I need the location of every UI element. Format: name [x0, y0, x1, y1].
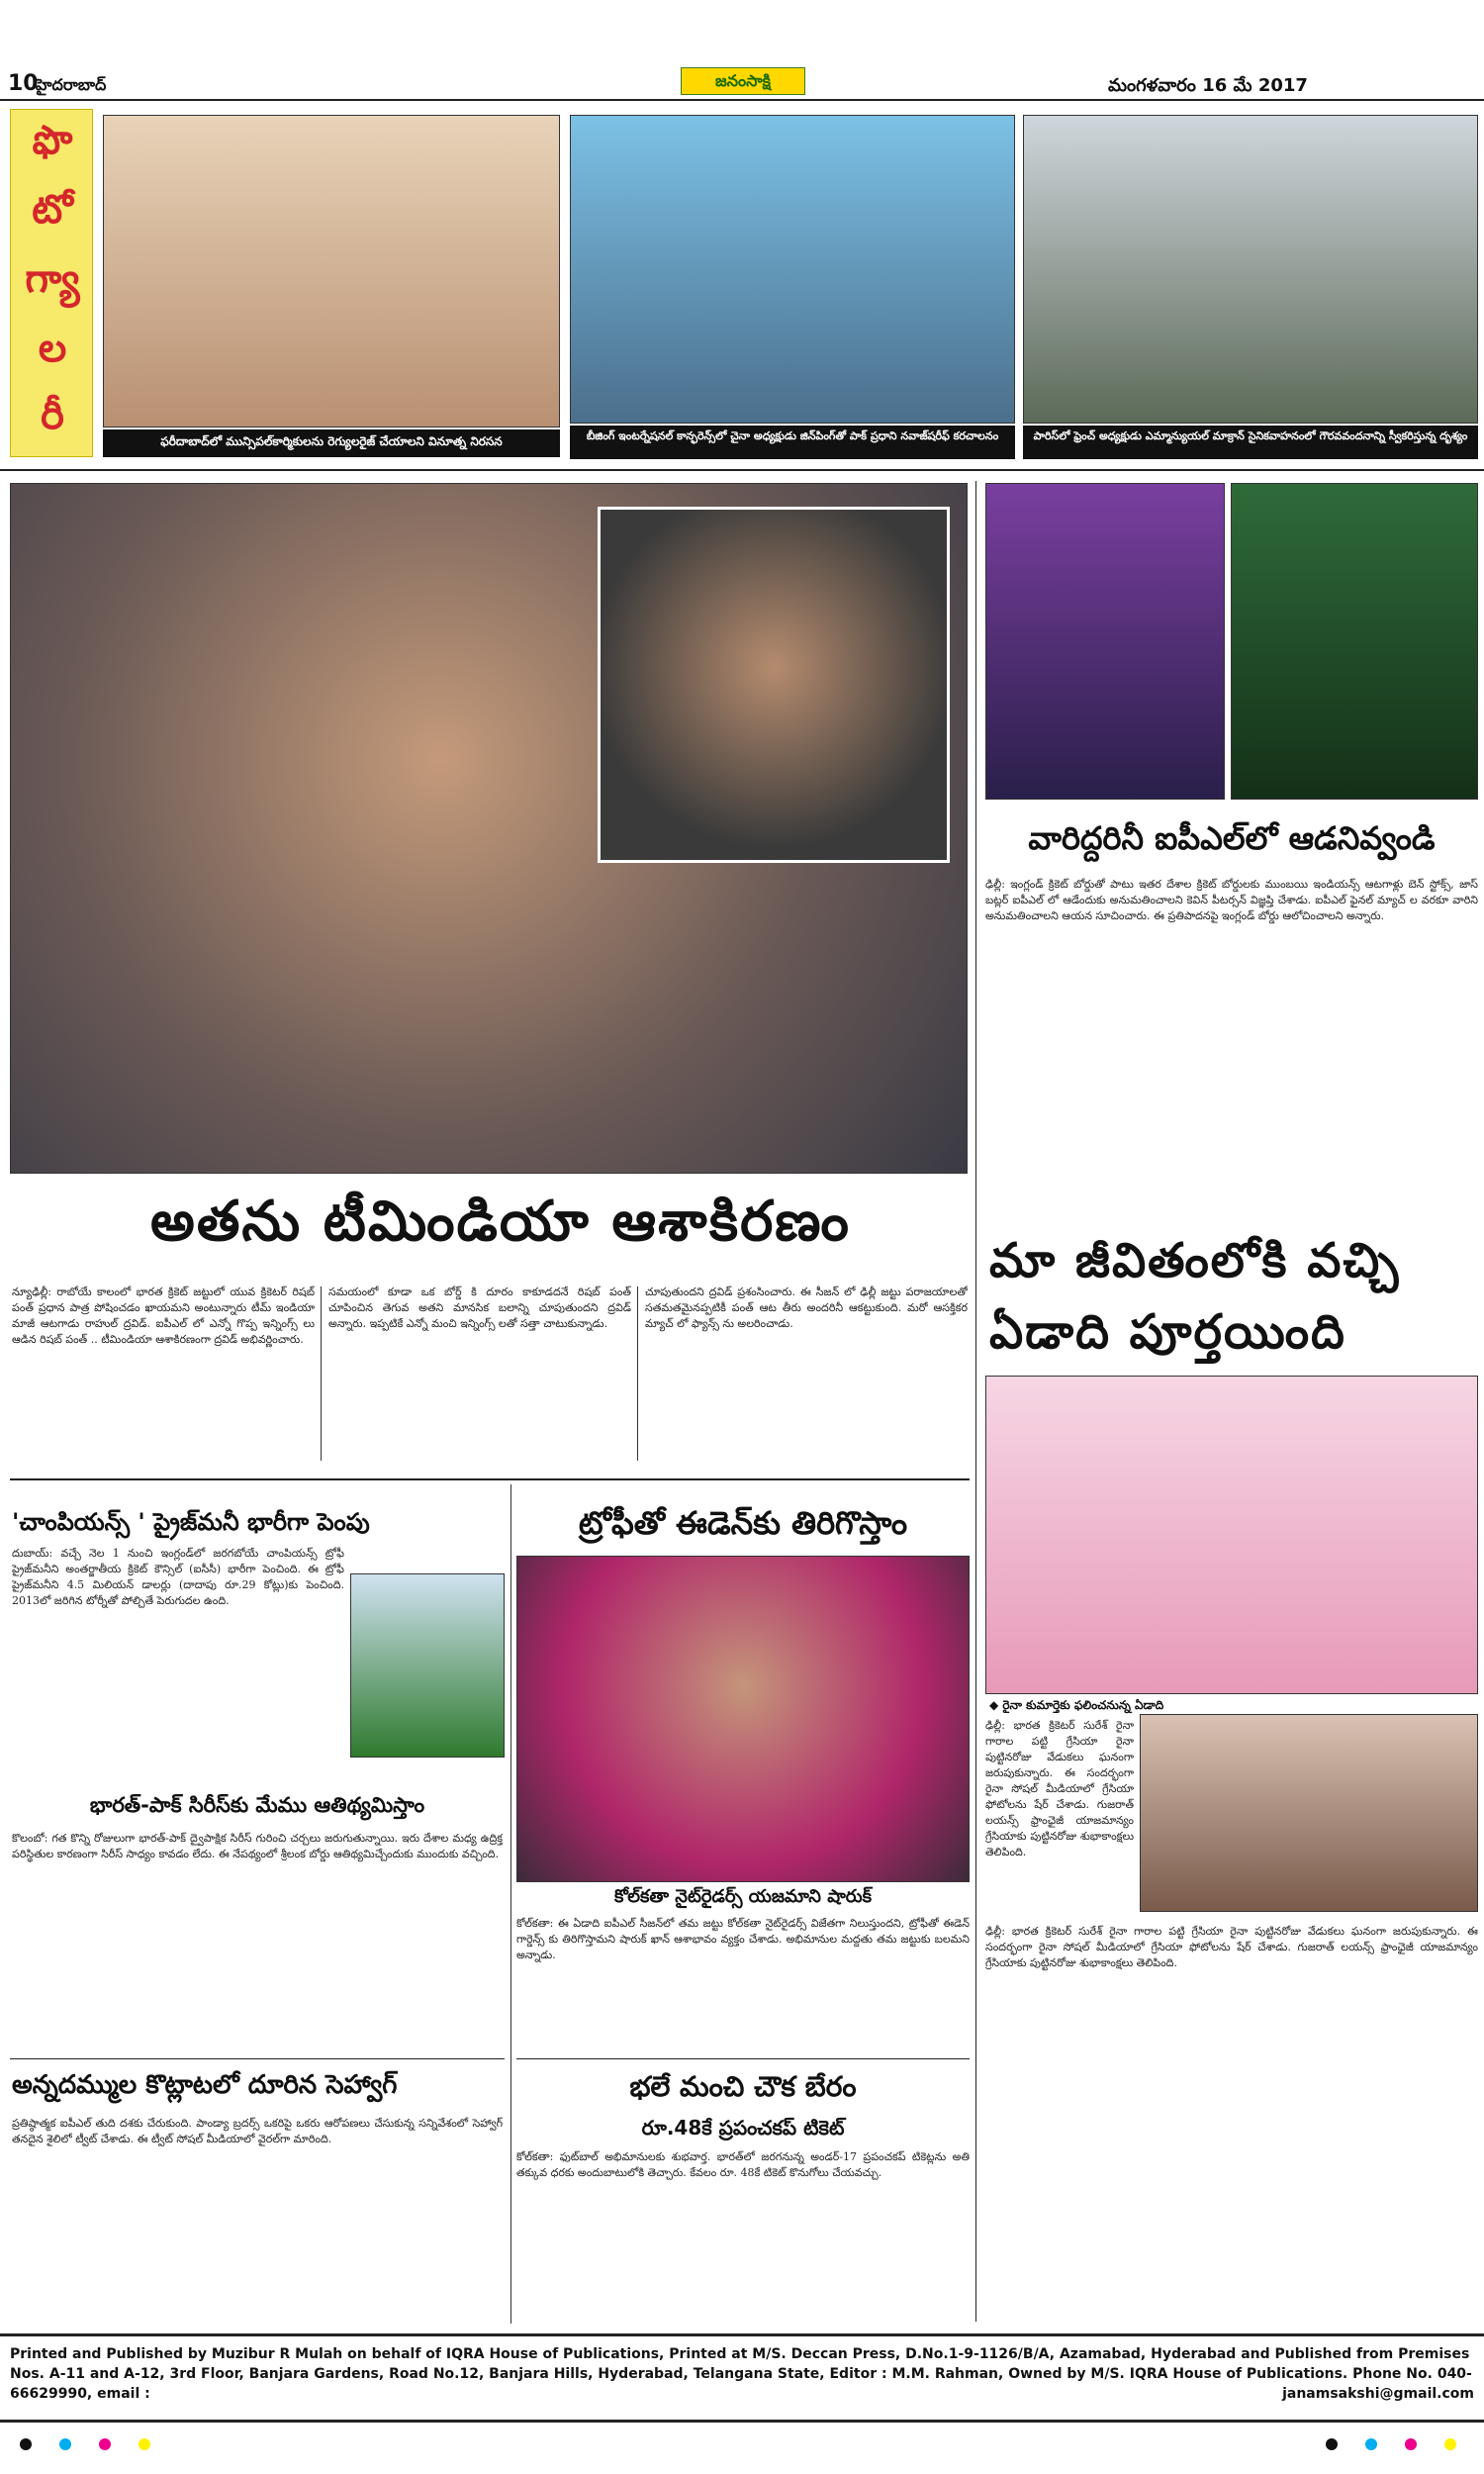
tickets-headline: భలే మంచి చౌక బేరం: [629, 2070, 857, 2103]
section-rule: [10, 1478, 970, 1480]
header-rule: [0, 99, 1484, 101]
column-divider: [321, 1286, 322, 1461]
ipl-text: ఢిల్లీ: ఇంగ్లండ్ క్రికెట్ బోర్డుతో పాటు ఇతర దేశాల క్రికెట్ బోర్డులకు ముంబయి ఇండియన్స్ ఆటగాళ్లు బెన్ స్టోక్స్, జాస్ బట్లర్ ఐపీఎల్ లో ఆడేందుకు అనుమతించాలని కెవిన్ పీటర్సన్ విజ్ఞప్తి చేశాడు. ఐపీఎల్ ఫైనల్ మ్యాచ్ ల వరకూ వారిని అనుమతించాలని ఆయన సూచించారు. ఈ ప్రతిపాదనపై ఇంగ్లండ్ బోర్డు ఆలోచించాలని అన్నారు.: [985, 878, 1478, 922]
dravid-photo: [598, 507, 950, 863]
main-column-rule: [975, 481, 976, 2322]
baby-photo: [985, 1376, 1478, 1694]
registration-dot: [1365, 2438, 1377, 2450]
gallery-char: రీ: [41, 393, 64, 438]
color-registration-strip: [0, 2434, 1484, 2454]
registration-dot: [99, 2438, 111, 2450]
stokes-photo: [985, 483, 1225, 800]
page-number: 10: [8, 71, 39, 96]
gallery-caption-3: పారిస్‌లో ఫ్రెంచ్ అధ్యక్షుడు ఎమ్మాన్యుయల్ మాక్రాన్ సైనికవాహనంలో గౌరవవందనాన్ని స్వీకరిస్తున్న దృశ్యం: [1023, 426, 1478, 459]
baby-text: ఢిల్లీ: భారత క్రికెటర్ సురేశ్ రైనా గారాల పట్టి గ్రేసియా రైనా పుట్టినరోజు వేడుకలు ఘనంగా జరుపుకున్నారు. ఈ సందర్భంగా రైనా సోషల్ మీడియాలో గ్రేసియా ఫోటోలను షేర్ చేశాడు. గుజరాత్ లయన్స్ ఫ్రాంఛైజీ యాజమాన్యం గ్రేసియాకు పుట్టినరోజు శుభాకాంక్షలు తెలిపింది.: [985, 1925, 1478, 1969]
baby-headline: మా జీవితంలోకి వచ్చి ఏడాది పూర్తయింది: [989, 1233, 1401, 1360]
brother-headline: అన్నదమ్ముల కొట్లాటలో దూరిన సెహ్వాగ్: [12, 2070, 398, 2100]
edition-city: హైదరాబాద్: [36, 75, 107, 94]
lead-text-col-3: చూపుతుందని ద్రవిడ్ ప్రశంసించారు. ఈ సీజన్ లో ఢిల్లీ జట్టు పరాజయాలతో సతమతమైనప్పటికీ పంత్ ఆట తీరు అందరినీ ఆకట్టుకుంది. మరో ఆసక్తికర మ్యాచ్ లో ఫ్యాన్స్ ను అలరించాడు.: [645, 1285, 968, 1330]
pietersen-photo: [1231, 483, 1478, 800]
imprint-text: Printed and Published by Muzibur R Mulah on behalf of IQRA House of Publications, Printed at M/S. Deccan Press, D.No.1-9-1126/B/A, Azamabad, Hyderabad and Published from Premises Nos. A-11 and A-12, 3rd Floor, Banjara Gardens, Road No.12, Banjara Hills, Hyderabad, Telangana State, Editor : M.M. Rahman, Owned by M/S. IQRA House of Publications. Phone No. 040-66629990, email :: [10, 2346, 1472, 2402]
lead-text-col-2: సమయంలో కూడా ఒక బోర్డ్ కి దూరం కాకూడదనే రిషబ్ పంత్ చూపించిన తెగువ అతని మానసిక బలాన్ని చూపుతుందని ద్రవిడ్ అన్నారు. ఇప్పటికే ఎన్నో మంచి ఇన్నింగ్స్ లతో సత్తా చాటుకున్నాడు.: [328, 1285, 631, 1330]
brother-text: ప్రతిష్ఠాత్మక ఐపీఎల్ తుది దశకు చేరుకుంది. పాండ్యా బ్రదర్స్ ఒకరిపై ఒకరు ఆరోపణలు చేసుకున్న సన్నివేశంలో సెహ్వాగ్ తనదైన శైలిలో ట్వీట్ చేశాడు. ఈ ట్వీట్ సోషల్ మీడియాలో వైరల్‌గా మారింది.: [12, 2117, 503, 2145]
champions-headline: 'చాంపియన్స్ ' ప్రైజ్‌మనీ భారీగా పెంపు: [12, 1508, 370, 1536]
gallery-caption-1: ఫరీదాబాద్‌లో మున్సిపల్‌కార్మికులను రెగ్యులరైజ్ చేయాలని వినూత్న నిరసన: [103, 429, 560, 457]
masthead-logo: జనంసాక్షి: [681, 67, 805, 95]
shahrukh-caption: కోల్‌కతా నైట్‌రైడర్స్ యజమాని షారుక్: [613, 1886, 873, 1907]
shahrukh-photo: [516, 1556, 970, 1882]
registration-dot: [1405, 2438, 1417, 2450]
trophy-text: కోల్‌కతా: ఈ ఏడాది ఐపీఎల్ సీజన్‌లో తమ జట్టు కోల్‌కతా నైట్‌రైడర్స్ విజేతగా నిలుస్తుందని, ట్రోఫీతో ఈడెన్ గార్డెన్స్ కు తిరిగొస్తామని షారుక్ ఖాన్ ఆశాభావం వ్యక్తం చేశాడు. అభిమానుల మద్దతు తమ జట్టుకు బలమని అన్నాడు.: [516, 1917, 970, 1961]
gallery-caption-2: బీజింగ్ ఇంటర్నేషనల్ కాన్ఫరెన్స్‌లో చైనా అధ్యక్షుడు జిన్‌పింగ్‌తో పాక్ ప్రధాని నవాజ్‌షరీఫ్ కరచాలనం: [570, 426, 1015, 459]
ipl-headline: వారిద్దరినీ ఐపీఎల్‌లో ఆడనివ్వండి: [1028, 819, 1436, 857]
gallery-char: టో: [32, 187, 73, 233]
registration-dot: [1444, 2438, 1456, 2450]
gallery-char: ఫొ: [32, 118, 73, 163]
photo-gallery-tag: [10, 109, 93, 457]
parade-photo: [1023, 115, 1478, 424]
baby-text-intro: ఢిల్లీ: భారత క్రికెటర్ సురేశ్ రైనా గారాల పట్టి గ్రేసియా రైనా పుట్టినరోజు వేడుకలు ఘనంగా జరుపుకున్నారు. ఈ సందర్భంగా రైనా సోషల్ మీడియాలో గ్రేసియా ఫోటోలను షేర్ చేశాడు. గుజరాత్ లయన్స్ ఫ్రాంఛైజీ యాజమాన్యం గ్రేసియాకు పుట్టినరోజు శుభాకాంక్షలు తెలిపింది.: [985, 1719, 1134, 1858]
champions-text: దుబాయ్: వచ్చే నెల 1 నుంచి ఇంగ్లండ్‌లో జరగబోయే చాంపియన్స్ ట్రోఫీ ప్రైజ్‌మనీని అంతర్జాతీయ క్రికెట్ కౌన్సిల్ (ఐసీసీ) భారీగా పెంచింది. ఈ ట్రోఫీ ప్రైజ్‌మనీని 4.5 మిలియన్ డాలర్లు (దాదాపు రూ.29 కోట్లు)కు పెంచింది. 2013లో జరిగిన టోర్నీతో పోల్చితే పెరుగుదల ఉంది.: [12, 1547, 344, 1607]
registration-dot: [59, 2438, 71, 2450]
trophy-photo: [350, 1573, 505, 1758]
tickets-text: కోల్‌కతా: ఫుట్‌బాల్ అభిమానులకు శుభవార్త. భారత్‌లో జరగనున్న అండర్-17 ప్రపంచకప్ టికెట్లను అతి తక్కువ ధరకు అందుబాటులోకి తెచ్చారు. కేవలం రూ. 48కే టికెట్ కొనుగోలు చేయవచ్చు.: [516, 2150, 970, 2179]
gallery-char: ల: [38, 326, 67, 371]
trophy-headline: ట్రోఫీతో ఈడెన్‌కు తిరిగొస్తాం: [578, 1504, 908, 1542]
handshake-photo: [570, 115, 1015, 424]
lead-text-col-1: న్యూఢిల్లీ: రాబోయే కాలంలో భారత క్రికెట్ జట్టులో యువ క్రికెటర్ రిషబ్ పంత్ ప్రధాన పాత్ర పోషించడం ఖాయమని అంటున్నారు టీమ్ ఇండియా మాజీ ఆటగాడు రాహుల్ ద్రవిడ్. ఐపీఎల్ లో ఎన్నో గొప్ప ఇన్నింగ్స్ లు ఆడిన రిషబ్ పంత్ .. టీమిండియా ఆశాకిరణంగా ద్రవిడ్ అభివర్ణించారు.: [12, 1285, 315, 1346]
dateline: మంగళవారం 16 మే 2017: [1108, 75, 1308, 96]
registration-dot: [20, 2438, 32, 2450]
lead-headline: అతను టీమిండియా ఆశాకిరణం: [150, 1189, 851, 1254]
gallery-char: గ్యా: [25, 256, 80, 302]
bharat-pak-headline: భారత్-పాక్ సిరీస్‌కు మేము ఆతిథ్యమిస్తాం: [89, 1793, 425, 1817]
column-divider: [510, 1484, 511, 2324]
section-rule: [0, 469, 1484, 471]
section-rule: [10, 2058, 505, 2059]
registration-dot: [1326, 2438, 1338, 2450]
protest-photo: [103, 115, 560, 428]
registration-dot: [139, 2438, 150, 2450]
footer-email: janamsakshi@gmail.com: [1282, 2386, 1474, 2402]
tickets-subhead: రూ.48కే ప్రపంచకప్ టికెట్: [641, 2116, 845, 2140]
column-divider: [637, 1286, 638, 1461]
imprint-footer: [0, 2333, 1484, 2423]
raina-family-photo: [1140, 1714, 1478, 1912]
section-rule: [516, 2058, 970, 2059]
baby-subcaption: ◆ రైనా కుమార్తెకు ఫలించనున్న ఏడాది: [989, 1698, 1164, 1712]
bharat-pak-text: కొలంబో: గత కొన్ని రోజులుగా భారత్-పాక్ ద్వైపాక్షిక సిరీస్ గురించి చర్చలు జరుగుతున్నాయి. ఇరు దేశాల మధ్య ఉద్రిక్త పరిస్థితుల కారణంగా సిరీస్ సాధ్యం కావడం లేదు. ఈ నేపథ్యంలో శ్రీలంక బోర్డు ఆతిథ్యమిచ్చేందుకు ముందుకు వచ్చింది.: [12, 1832, 503, 1860]
